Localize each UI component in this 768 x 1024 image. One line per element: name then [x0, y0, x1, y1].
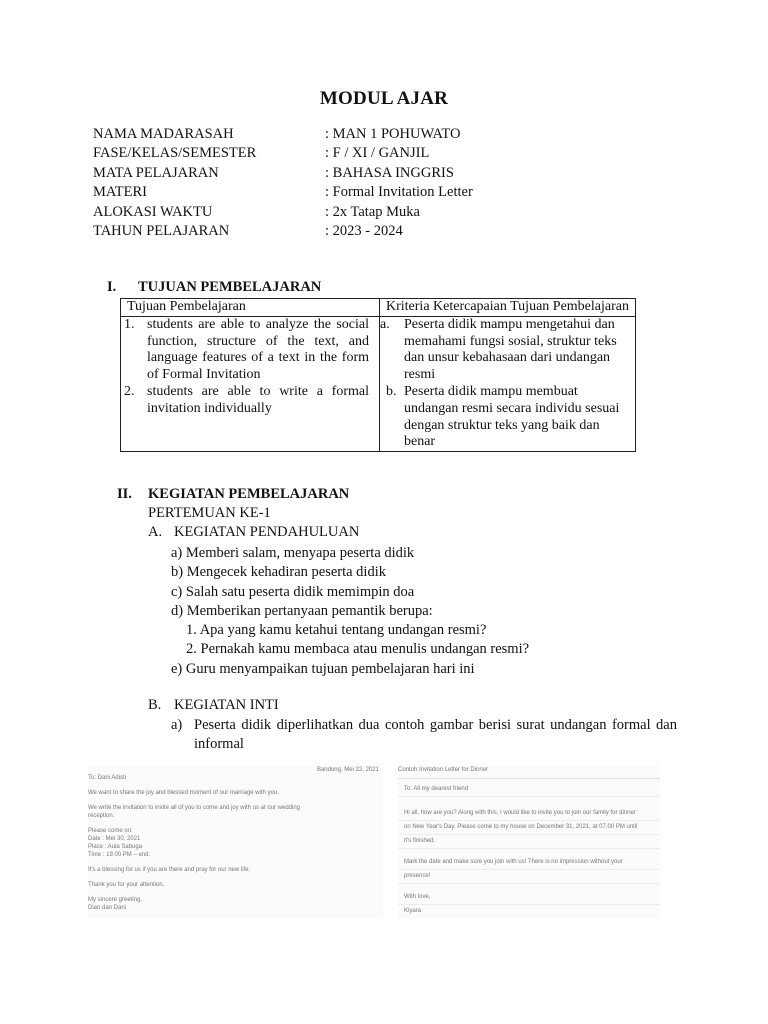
step-item: d) Memberikan pertanyaan pemantik berupa: [171, 602, 433, 619]
list-marker: b. [386, 383, 397, 399]
opening-steps [171, 544, 529, 679]
letter-line: It's a blessing for us if you are there and pray for our new life. [88, 867, 251, 873]
step-item: a) Memberi salam, menyapa peserta didik [171, 545, 415, 561]
section-number: I. [107, 279, 117, 295]
identity-row [93, 222, 473, 241]
identity-value: : 2x Tatap Muka [325, 203, 420, 220]
letter-line: Thank you for your attention. [88, 882, 165, 888]
letter-line: Please come on: [88, 828, 133, 834]
step-item: b) Mengecek kehadiran peserta didik [171, 564, 386, 581]
list-marker: 2. [124, 383, 135, 399]
core-step [171, 716, 677, 755]
formal-invitation-example [88, 766, 383, 918]
letter-line: With love, [398, 891, 660, 905]
letter-line: reception. [88, 813, 115, 819]
list-marker: a) [171, 717, 183, 733]
question-item: 2. Pernakah kamu membaca atau menulis undangan resmi? [186, 641, 530, 658]
part-title: KEGIATAN PENDAHULUAN [174, 524, 360, 540]
part-number: B. [148, 697, 162, 713]
identity-row [93, 125, 473, 144]
identity-label: MATA PELAJARAN [93, 164, 219, 181]
informal-invitation-example [398, 766, 660, 918]
list-item [380, 317, 632, 384]
list-marker: 1. [124, 316, 135, 332]
identity-row [93, 164, 473, 183]
list-marker: a. [380, 316, 390, 332]
letter-line: Hi all, how are you? Along with this, I would like to invite you to join our family for dinner [398, 807, 660, 821]
section-2-heading [117, 486, 349, 503]
letter-line: Mark the date and make sure you join with us! There is no impression without your [398, 856, 660, 870]
list-item [124, 317, 376, 384]
letter-title: Contoh Invitation Letter for Dinner [398, 766, 660, 779]
objectives-cell [121, 316, 380, 451]
letter-line: Time : 19.00 PM – end. [88, 852, 151, 858]
table-header-criteria: Kriteria Ketercapaian Tujuan Pembelajaran [380, 299, 636, 317]
letter-signature: Kiyara [398, 905, 660, 918]
identity-value: : BAHASA INGGRIS [325, 164, 454, 181]
objective-text: students are able to analyze the social function, structure of the text, and language features of a text in the form of Formal Invitation [147, 316, 369, 383]
identity-block [93, 125, 473, 241]
part-b-heading [148, 697, 279, 714]
table-header-objectives: Tujuan Pembelajaran [121, 299, 380, 317]
core-step-text: Peserta didik diperlihatkan dua contoh gambar berisi surat undangan formal dan informal [194, 717, 677, 753]
objective-text: students are able to write a formal invitation individually [147, 383, 369, 416]
learning-objectives-table [120, 298, 636, 452]
section-title: TUJUAN PEMBELAJARAN [138, 279, 322, 295]
section-number: II. [117, 486, 132, 502]
meeting-label: PERTEMUAN KE-1 [148, 505, 271, 521]
part-number: A. [148, 524, 163, 540]
part-a-heading [148, 524, 359, 541]
letter-line: on New Year's Day. Please come to my house on December 31, 2021, at 07.00 PM until [398, 821, 660, 835]
section-title: KEGIATAN PEMBELAJARAN [148, 486, 350, 502]
letter-line: Date : Mei 30, 2021 [88, 836, 141, 842]
document-title: MODUL AJAR [319, 88, 449, 109]
list-item [380, 384, 632, 451]
identity-row [93, 144, 473, 163]
letter-line: My sincere greeting, [88, 897, 143, 903]
question-item: 1. Apa yang kamu ketahui tentang undangan resmi? [186, 622, 487, 639]
letter-line: Place : Aula Sabuga [88, 844, 143, 850]
identity-label: NAMA MADARASAH [93, 126, 234, 142]
identity-value: : F / XI / GANJIL [325, 145, 430, 162]
criteria-text: Peserta didik mampu mengetahui dan memahami fungsi sosial, struktur teks dan unsur kebahasaan dari undangan resmi [404, 316, 617, 383]
identity-value: : 2023 - 2024 [325, 223, 403, 240]
identity-label: FASE/KELAS/SEMESTER [93, 145, 257, 162]
identity-value: : MAN 1 POHUWATO [325, 126, 461, 142]
identity-label: ALOKASI WAKTU [93, 203, 213, 220]
letter-line: We write the invitation to invite all of you to come and joy with us at our wedding [88, 805, 301, 811]
part-title: KEGIATAN INTI [174, 697, 279, 713]
letter-recipient: To: All my dearest friend [398, 783, 660, 797]
criteria-text: Peserta didik mampu membuat undangan resmi secara individu sesuai dengan struktur teks yang baik dan benar [404, 383, 620, 450]
identity-label: MATERI [93, 184, 147, 201]
identity-label: TAHUN PELAJARAN [93, 223, 230, 240]
criteria-cell [380, 316, 636, 451]
letter-line: presence! [398, 870, 660, 884]
identity-row [93, 203, 473, 222]
step-item: e) Guru menyampaikan tujuan pembelajaran hari ini [171, 660, 475, 677]
letter-line: We want to share the joy and blessed moment of our marriage with you. [88, 790, 279, 796]
section-1-heading [107, 279, 321, 296]
identity-value: : Formal Invitation Letter [325, 184, 473, 201]
step-item: c) Salah satu peserta didik memimpin doa [171, 583, 415, 600]
letter-recipient: To: Dani Adisti [88, 775, 127, 781]
letter-date: Bandung, Mei 22, 2021 [316, 767, 379, 773]
letter-signature: Dian dan Dani [88, 905, 127, 911]
identity-row [93, 183, 473, 202]
letter-line: it's finished. [398, 835, 660, 849]
list-item [124, 384, 376, 418]
